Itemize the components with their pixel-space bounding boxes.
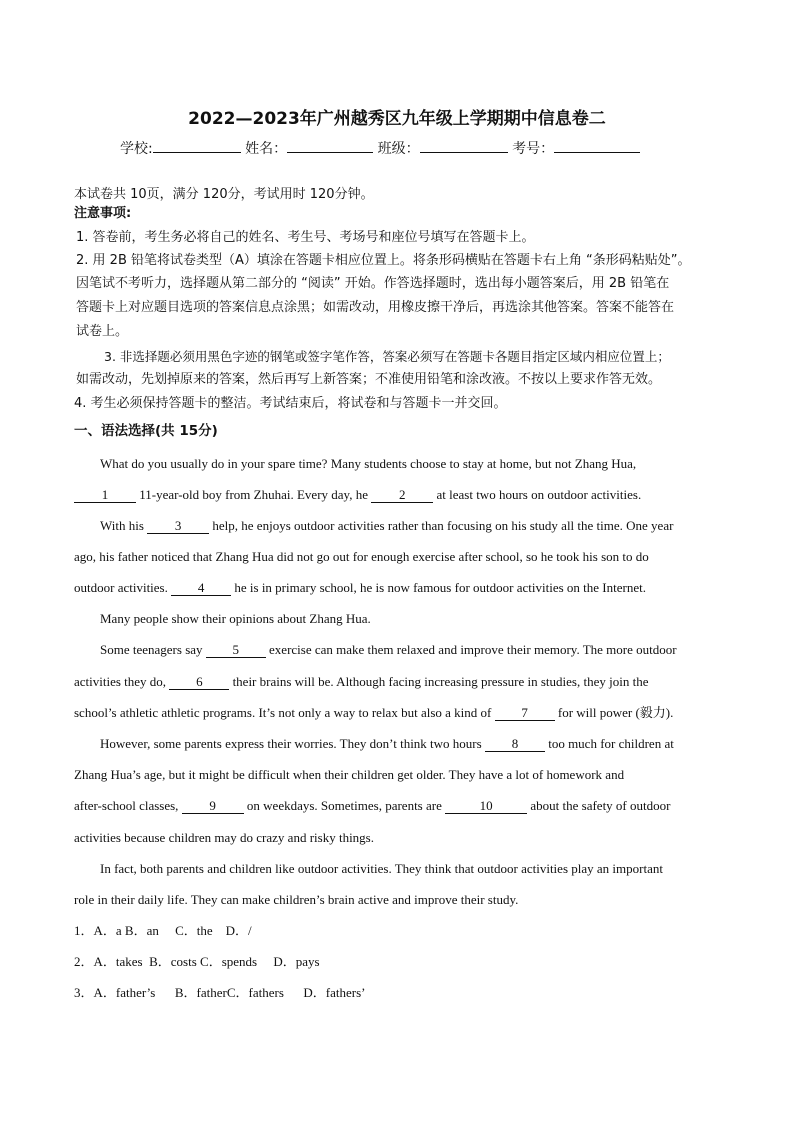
number-label: 考号： [512, 141, 555, 157]
passage-line [74, 697, 724, 728]
page-title: 2022—2023年广州越秀区九年级上学期期中信息卷二 [188, 109, 606, 129]
passage-line [74, 479, 724, 510]
number-field[interactable] [554, 138, 640, 153]
blank-2[interactable]: 2 [371, 488, 433, 503]
blank-3[interactable]: 3 [147, 519, 209, 534]
class-label: 班级： [377, 141, 420, 157]
question-3-options: 3．A．father’s B．fatherC．fathers D．fathers’ [74, 985, 366, 1000]
passage-line: activities because children may do crazy and risky things. [74, 830, 374, 845]
passage-line [100, 634, 750, 665]
passage-text: 11-year-old boy from Zhuhai. Every day, he [139, 487, 368, 502]
note-2-line-4: 试卷上。 [76, 324, 129, 339]
school-label: 学校: [120, 141, 153, 157]
passage-text: about the safety of outdoor [530, 798, 671, 813]
passage-text: exercise can make them relaxed and improve their memory. The more outdoor [269, 642, 677, 657]
school-field[interactable] [153, 138, 241, 153]
note-3-line-2: 如需改动，先划掉原来的答案，然后再写上新答案；不准使用铅笔和涂改液。不按以上要求作答无效。 [76, 372, 662, 387]
question-2-options: 2．A．takes B．costs C．spends D．pays [74, 954, 320, 969]
passage-text: after-school classes, [74, 798, 179, 813]
passage-text: school’s athletic athletic programs. It’s not only a way to relax but also a kind of [74, 705, 492, 720]
name-field[interactable] [287, 138, 373, 153]
passage-line: Zhang Hua’s age, but it might be difficult when their children get older. They have a lot of homework and [74, 767, 625, 782]
passage-line [74, 790, 724, 821]
passage-line [74, 666, 724, 697]
blank-1[interactable]: 1 [74, 488, 136, 503]
exam-summary: 本试卷共 10页，满分 120分，考试用时 120分钟。 [74, 187, 374, 202]
blank-6[interactable]: 6 [169, 675, 229, 690]
note-2-line-2: 因笔试不考听力，选择题从第二部分的 “阅读” 开始。作答选择题时，选出每小题答案后，用 2B 铅笔在 [76, 276, 670, 291]
question-1-options: 1．A．a B．an C．the D．/ [74, 923, 252, 938]
blank-7[interactable]: 7 [495, 706, 555, 721]
blank-5[interactable]: 5 [206, 643, 266, 658]
blank-9[interactable]: 9 [182, 799, 244, 814]
passage-text: outdoor activities. [74, 580, 168, 595]
passage-line: ago, his father noticed that Zhang Hua did not go out for enough exercise after school, so he took his son to do [74, 549, 649, 564]
note-2-line-3: 答题卡上对应题目选项的答案信息点涂黑；如需改动，用橡皮擦干净后，再选涂其他答案。答案不能答在 [76, 300, 675, 315]
passage-text: he is in primary school, he is now famous for outdoor activities on the Internet. [234, 580, 646, 595]
passage-text: for will power (毅力). [557, 705, 674, 720]
note-1: 1. 答卷前，考生务必将自己的姓名、考生号、考场号和座位号填写在答题卡上。 [76, 230, 535, 245]
passage-text: too much for children at [548, 736, 674, 751]
note-3-line-1: 3. 非选择题必须用黑色字迹的钢笔或签字笔作答，答案必须写在答题卡各题目指定区域内相应位置上； [104, 349, 670, 364]
student-info-row [120, 138, 640, 158]
blank-8[interactable]: 8 [485, 737, 545, 752]
passage-line [100, 510, 750, 541]
passage-line: role in their daily life. They can make children’s brain active and improve their study. [74, 892, 519, 907]
passage-text: With his [100, 518, 144, 533]
passage-text: help, he enjoys outdoor activities rather than focusing on his study all the time. One year [212, 518, 674, 533]
passage-text: on weekdays. Sometimes, parents are [246, 798, 442, 813]
blank-10[interactable]: 10 [445, 799, 527, 814]
passage-text: at least two hours on outdoor activities. [436, 487, 642, 502]
passage-line: Many people show their opinions about Zhang Hua. [100, 611, 371, 626]
passage-line: What do you usually do in your spare time? Many students choose to stay at home, but not Zhang Hua, [100, 456, 637, 471]
blank-4[interactable]: 4 [171, 581, 231, 596]
passage-line [74, 572, 724, 603]
passage-text: Some teenagers say [100, 642, 203, 657]
passage-text: However, some parents express their worries. They don’t think two hours [100, 736, 482, 751]
note-2-line-1: 2. 用 2B 铅笔将试卷类型（A）填涂在答题卡相应位置上。将条形码横贴在答题卡右上角 “条形码粘贴处”。 [76, 253, 691, 268]
passage-text: activities they do, [74, 674, 167, 689]
class-field[interactable] [420, 138, 508, 153]
name-label: 姓名： [245, 141, 288, 157]
note-4: 4. 考生必须保持答题卡的整洁。考试结束后，将试卷和与答题卡一并交回。 [74, 396, 507, 411]
passage-line: In fact, both parents and children like outdoor activities. They think that outdoor activities play an important [100, 861, 663, 876]
passage-line [100, 728, 750, 759]
notes-title: 注意事项: [74, 206, 132, 221]
section-heading: 一、语法选择(共 15分) [74, 423, 218, 439]
passage-text: their brains will be. Although facing increasing pressure in studies, they join the [232, 674, 649, 689]
